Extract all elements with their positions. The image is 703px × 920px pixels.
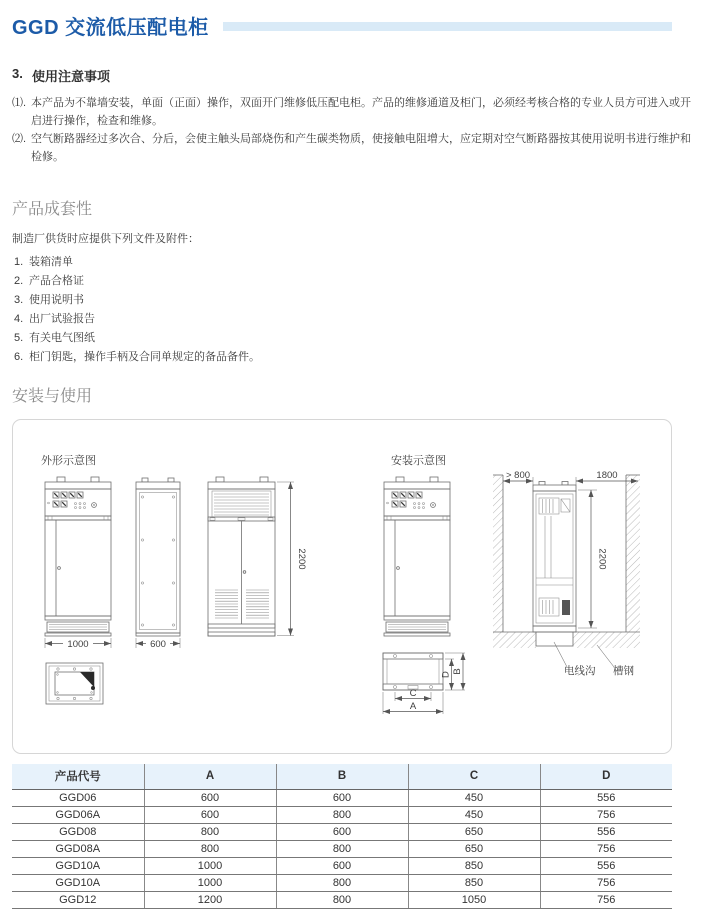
cell-c: 450 bbox=[408, 806, 540, 823]
dim-install-height-value: 2200 bbox=[596, 548, 608, 570]
table-row bbox=[12, 789, 672, 806]
usage-notes-number: 3. bbox=[12, 66, 23, 81]
cell-a: 600 bbox=[144, 789, 276, 806]
usage-notes-section bbox=[12, 66, 703, 166]
cell-b: 800 bbox=[276, 806, 408, 823]
dim-b-label: B bbox=[452, 668, 463, 675]
cable-trench-pit bbox=[536, 632, 573, 646]
cell-a: 1200 bbox=[144, 891, 276, 908]
list-item-text: 柜门钥匙，操作手柄及合同单规定的备品备件。 bbox=[29, 351, 260, 363]
cell-d: 556 bbox=[540, 823, 672, 840]
installation-section bbox=[12, 383, 703, 754]
title-accent-bar bbox=[223, 22, 672, 31]
dim-rear-clearance-value: > 800 bbox=[505, 470, 531, 481]
dim-c-label: C bbox=[409, 688, 417, 699]
note-text: 本产品为不靠墙安装，单面（正面）操作，双面开门维修低压配电柜。产品的维修通道及柜门，必须经考核合格的专业人员方可进入或开启进行操作，检查和维修。 bbox=[31, 97, 691, 127]
dimension-install-height bbox=[578, 490, 608, 628]
list-item-text: 出厂试验报告 bbox=[29, 313, 95, 325]
cell-d: 556 bbox=[540, 789, 672, 806]
cell-b: 800 bbox=[276, 891, 408, 908]
cell-b: 600 bbox=[276, 857, 408, 874]
left-wall-hatch bbox=[493, 475, 503, 632]
list-item-number: 5. bbox=[14, 332, 24, 344]
note-text: 空气断路器经过多次合、分后，会使主触头局部烧伤和产生碳类物质，使接触电阻增大，应定期对空气断路器按其使用说明书进行维护和检修。 bbox=[31, 133, 691, 163]
cabinet-side-view bbox=[136, 478, 180, 636]
technical-drawing bbox=[13, 420, 671, 753]
note-marker: ⑴. bbox=[12, 97, 27, 109]
technical-drawing-box bbox=[12, 419, 672, 754]
dimension-side-depth bbox=[136, 638, 180, 650]
cell-product-code: GGD10A bbox=[12, 874, 144, 891]
table-row bbox=[12, 891, 672, 908]
list-item-number: 4. bbox=[14, 313, 24, 325]
cell-b: 600 bbox=[276, 789, 408, 806]
installation-side-view bbox=[493, 470, 640, 677]
list-item bbox=[12, 253, 703, 272]
cell-b: 800 bbox=[276, 840, 408, 857]
cabinet-top-view bbox=[383, 653, 465, 714]
channel-leader-line bbox=[597, 645, 614, 667]
usage-notes-list bbox=[12, 94, 695, 166]
col-header-c: C bbox=[408, 764, 540, 789]
usage-note-item bbox=[12, 94, 695, 130]
col-header-d: D bbox=[540, 764, 672, 789]
col-header-a: A bbox=[144, 764, 276, 789]
list-item-text: 装箱清单 bbox=[29, 256, 73, 268]
dimension-rear-clearance bbox=[503, 470, 533, 485]
note-marker: ⑵. bbox=[12, 133, 27, 145]
floor-hatch bbox=[573, 632, 640, 648]
cell-a: 600 bbox=[144, 806, 276, 823]
cell-c: 1050 bbox=[408, 891, 540, 908]
completeness-heading: 产品成套性 bbox=[12, 201, 93, 218]
dim-cabinet-height-value: 2200 bbox=[296, 548, 307, 570]
dim-front-width-value: 1000 bbox=[67, 639, 89, 650]
cell-b: 800 bbox=[276, 874, 408, 891]
floor-hatch bbox=[493, 632, 536, 648]
usage-notes-title: 使用注意事项 bbox=[32, 69, 111, 84]
cabinet-inner-unit bbox=[562, 600, 570, 615]
completeness-intro: 制造厂供货时应提供下列文件及附件： bbox=[12, 233, 199, 245]
dimension-cabinet-height bbox=[277, 482, 307, 636]
cell-a: 800 bbox=[144, 823, 276, 840]
dim-side-depth-value: 600 bbox=[150, 639, 166, 650]
list-item bbox=[12, 310, 703, 329]
right-wall-hatch bbox=[626, 475, 640, 632]
col-header-b: B bbox=[276, 764, 408, 789]
cell-d: 756 bbox=[540, 840, 672, 857]
list-item bbox=[12, 272, 703, 291]
cell-a: 1000 bbox=[144, 857, 276, 874]
list-item-text: 使用说明书 bbox=[29, 294, 84, 306]
cell-d: 756 bbox=[540, 874, 672, 891]
cell-product-code: GGD06A bbox=[12, 806, 144, 823]
dimensions-table bbox=[12, 764, 672, 909]
usage-note-item bbox=[12, 130, 695, 166]
cell-c: 850 bbox=[408, 857, 540, 874]
cell-c: 850 bbox=[408, 874, 540, 891]
list-item-text: 产品合格证 bbox=[29, 275, 84, 287]
list-item-text: 有关电气图纸 bbox=[29, 332, 95, 344]
usage-notes-heading bbox=[12, 66, 703, 85]
col-header-product-code: 产品代号 bbox=[12, 764, 144, 789]
cable-entry-cutout bbox=[80, 672, 94, 687]
cabinet-front-view-install bbox=[384, 477, 450, 636]
install-diagram-label: 安装示意图 bbox=[391, 455, 446, 467]
list-item-number: 6. bbox=[14, 351, 24, 363]
cell-d: 556 bbox=[540, 857, 672, 874]
channel-steel-label: 槽钢 bbox=[613, 665, 634, 677]
completeness-section bbox=[12, 196, 703, 367]
table-row bbox=[12, 874, 672, 891]
dim-d-label: D bbox=[440, 671, 452, 678]
cabinet-front-view bbox=[45, 477, 111, 636]
cell-product-code: GGD10A bbox=[12, 857, 144, 874]
page-header bbox=[12, 12, 672, 38]
cell-a: 800 bbox=[144, 840, 276, 857]
list-item-number: 1. bbox=[14, 256, 24, 268]
top-plate-view bbox=[46, 663, 103, 704]
cell-product-code: GGD06 bbox=[12, 789, 144, 806]
page-title: GGD 交流低压配电柜 bbox=[12, 16, 209, 39]
dim-front-clearance-value: 1800 bbox=[596, 470, 618, 481]
list-item bbox=[12, 329, 703, 348]
list-item bbox=[12, 348, 703, 367]
cell-c: 450 bbox=[408, 789, 540, 806]
list-item-number: 2. bbox=[14, 275, 24, 287]
cell-d: 756 bbox=[540, 806, 672, 823]
cell-b: 600 bbox=[276, 823, 408, 840]
table-row bbox=[12, 840, 672, 857]
cell-product-code: GGD08A bbox=[12, 840, 144, 857]
installed-cabinet bbox=[533, 482, 576, 633]
table-header-row bbox=[12, 764, 672, 789]
table-row bbox=[12, 806, 672, 823]
cell-a: 1000 bbox=[144, 874, 276, 891]
cell-c: 650 bbox=[408, 823, 540, 840]
cell-d: 756 bbox=[540, 891, 672, 908]
document-list bbox=[12, 253, 703, 367]
dim-a-label: A bbox=[409, 701, 417, 712]
table-row bbox=[12, 857, 672, 874]
table-row bbox=[12, 823, 672, 840]
outline-diagram-label: 外形示意图 bbox=[41, 455, 96, 467]
installation-heading: 安装与使用 bbox=[12, 388, 93, 405]
cell-c: 650 bbox=[408, 840, 540, 857]
list-item bbox=[12, 291, 703, 310]
cell-product-code: GGD08 bbox=[12, 823, 144, 840]
cable-trench-label: 电线沟 bbox=[564, 665, 596, 677]
cabinet-rear-view bbox=[208, 477, 275, 636]
list-item-number: 3. bbox=[14, 294, 24, 306]
dimension-front-width bbox=[45, 638, 111, 650]
cell-product-code: GGD12 bbox=[12, 891, 144, 908]
